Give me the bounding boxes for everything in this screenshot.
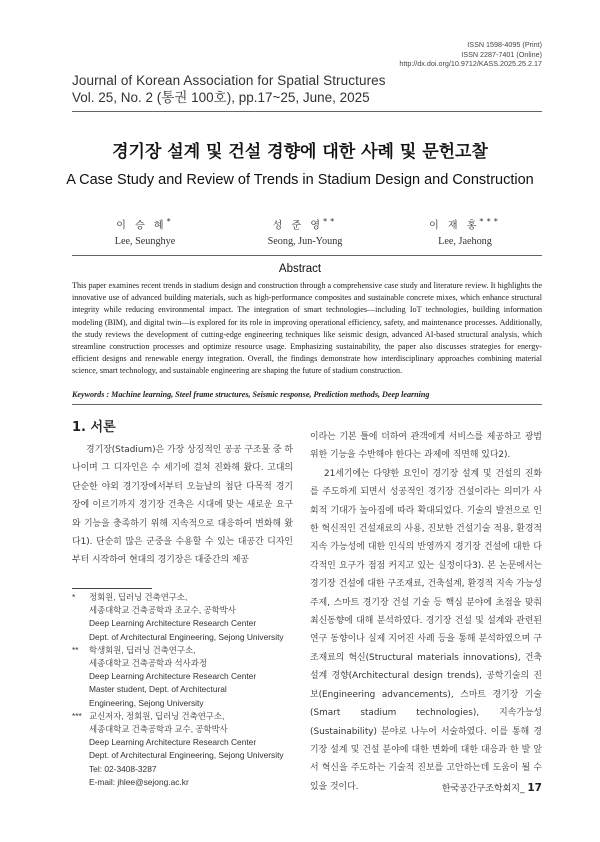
title-korean: 경기장 설계 및 건설 경향에 대한 사례 및 문헌고찰 — [112, 142, 488, 162]
footnote-line: 세종대학교 건축공학과 석사과정 — [89, 658, 207, 669]
keywords: Keywords : Machine learning, Steel frame structures, Seismic response, Prediction methods, Deep learning — [72, 390, 430, 399]
footnote-line: Tel: 02-3408-3287 — [89, 763, 157, 774]
footnote-line: 학생회원, 딥러닝 건축연구소, — [89, 644, 196, 655]
author-3-mark: *** — [479, 216, 501, 226]
footnote-line: 세종대학교 건축공학과 조교수, 공학박사 — [89, 605, 236, 616]
footnote-author-1 — [72, 591, 297, 644]
footnote-rule — [72, 588, 152, 589]
author-3 — [390, 213, 540, 250]
body-paragraph: 경기장(Stadium)은 가장 상징적인 공공 구조물 중 하나이며 그 디자인은 수 세기에 걸쳐 진화해 왔다. 고대의 단순한 야외 경기장에서부터 오늘날의 첨단 다목적 경기장에 이르기까지 경기장 건축은 시대에 맞는 새로운 요구와 기능을 충족하기 위해 지속적으로 대응하여 변화해 왔다1). 단순히 많은 군중을 수용할 수 있는 대공간 디자인부터 시작하여 현대의 경기장은 대중간의 제공 — [72, 445, 293, 566]
author-footnotes — [72, 591, 297, 789]
abstract-title: Abstract — [278, 263, 322, 275]
page-number: 17 — [527, 782, 542, 794]
footnote-line: Deep Learning Architecture Research Center — [89, 618, 257, 629]
author-1-english: Lee, Seunghye — [114, 236, 176, 248]
footnote-author-2 — [72, 644, 297, 710]
body-paragraph: 21세기에는 다양한 요인이 경기장 설계 및 건설의 진화를 주도하게 되면서 성공적인 경기장 건설이라는 의미가 사회적 기대가 높아짐에 따라 확대되었다. 기술의 발전으로 인한 혁신적인 건설재료의 사용, 진보한 건설기술 적용, 환경적 지속 가능성에 대한 인식의 반영까지 경기장 건설에 대한 다각적인 요구가 점점 커지고 있는 실정이다3). 본 논문에서는 경기장 건설에 대한 구조재료, 건축설계, 환경적 지속 가능성 주제, 스마트 경기장 건설 기술 등 핵심 분야에 초점을 맞춰 최신동향에 대해 분석하였다. 경기장 건설 및 설계와 관련된 연구 동향이나 실제 지어진 사례 등을 통해 분석하였으며 구조재료의 혁신(Structural materials innovations), 건축설계 경향(Architectural design trends), 공학기술의 진보(Engineering advancements), 스마트 경기장 기술(Smart stadium technologies), 지속가능성(Sustainability) 분야로 나누어 서술하였다. 이를 통해 경기장 설계 및 건설 분야에 대한 변화에 대한 대응과 한 발 앞서 혁신을 주도하는 기술적 진보를 고안하는데 도움이 될 수 있을 것이다. — [310, 468, 542, 792]
footnote-email[interactable]: E-mail: jhlee@sejong.ac.kr — [89, 776, 189, 787]
author-2-mark: ** — [323, 216, 338, 226]
doi-link[interactable]: http://dx.doi.org/10.9712/KASS.2025.25.2.17 — [399, 59, 542, 69]
journal-name: Journal of Korean Association for Spatial Structures — [72, 73, 386, 88]
author-3-english: Lee, Jaehong — [438, 236, 492, 248]
footnote-line: 정회원, 딥러닝 건축연구소, — [89, 592, 188, 602]
footnote-line: 세종대학교 건축공학과 교수, 공학박사 — [89, 724, 228, 735]
footnote-line: Master student, Dept. of Architectural — [89, 684, 227, 695]
issn-print: ISSN 1598-4095 (Print) — [467, 40, 542, 49]
footer-journal-name: 한국공간구조학회지 — [441, 784, 520, 794]
body-column-right — [310, 428, 542, 796]
body-paragraph: 이라는 기본 틀에 더하여 관객에게 서비스를 제공하고 광범위한 기능을 수반해야 한다는 과제에 직면해 있다2). — [310, 432, 542, 461]
body-column-left — [72, 441, 293, 570]
abstract-text: This paper examines recent trends in stadium design and construction through a comprehensive case study and literature review. It highlights the innovative use of advanced building materials, such as high-performance composites and sustainable concrete mixes, which enhance structural integrity while reducing environmental impact. The integration of smart technologies—including IoT technologies, building information modeling (BIM), and digital twin—is explored for its role in improving operational efficiency, safety, and maintenance processes. Additionally, the study reviews the development of cutting-edge engineering techniques like seismic design, advanced AI-based structural analysis, which streamline construction processes and optimize resource usage. Emphasizing sustainability, the paper also discusses strategies for energy-efficient designs and renewable energy integration. Overall, the findings demonstrate how interdisciplinary approaches combining material science, smart technology, and sustainable engineering are shaping the future of stadium construction. — [72, 281, 542, 376]
section-heading-introduction: 1. 서론 — [72, 420, 116, 435]
footnote-mark: * — [72, 592, 76, 602]
author-3-korean: 이 재 홍 — [429, 220, 480, 232]
author-2-english: Seong, Jun-Young — [267, 236, 343, 248]
author-1-mark: * — [166, 216, 174, 226]
issn-online: ISSN 2287-7401 (Online) — [461, 49, 542, 59]
footnote-line: Deep Learning Architecture Research Center — [89, 737, 257, 748]
journal-header — [72, 72, 386, 106]
footnote-mark: *** — [72, 710, 82, 721]
abstract-top-rule — [72, 255, 542, 256]
issn-block — [399, 40, 542, 69]
author-1 — [70, 213, 220, 250]
header-rule — [72, 111, 542, 112]
author-2 — [230, 213, 380, 250]
journal-volume: Vol. 25, No. 2 (통권 100호), pp.17~25, June, 2025 — [72, 90, 370, 105]
footnote-line: Deep Learning Architecture Research Center — [89, 671, 257, 682]
footnote-line: 교신저자, 정회원, 딥러닝 건축연구소, — [89, 710, 225, 721]
page-footer: 한국공간구조학회지_ 17 — [441, 782, 542, 794]
footnote-author-3 — [72, 710, 297, 789]
footnote-mark: ** — [72, 644, 79, 655]
author-list — [70, 213, 540, 250]
footnote-line: Dept. of Architectural Engineering, Sejong University — [89, 631, 284, 642]
footnote-line: Engineering, Sejong University — [89, 697, 204, 708]
author-2-korean: 성 준 영 — [272, 220, 323, 232]
author-1-korean: 이 승 혜 — [116, 220, 167, 232]
title-english: A Case Study and Review of Trends in Stadium Design and Construction — [66, 172, 534, 188]
abstract-bottom-rule — [72, 404, 542, 405]
footnote-line: Dept. of Architectural Engineering, Sejong University — [89, 750, 284, 761]
